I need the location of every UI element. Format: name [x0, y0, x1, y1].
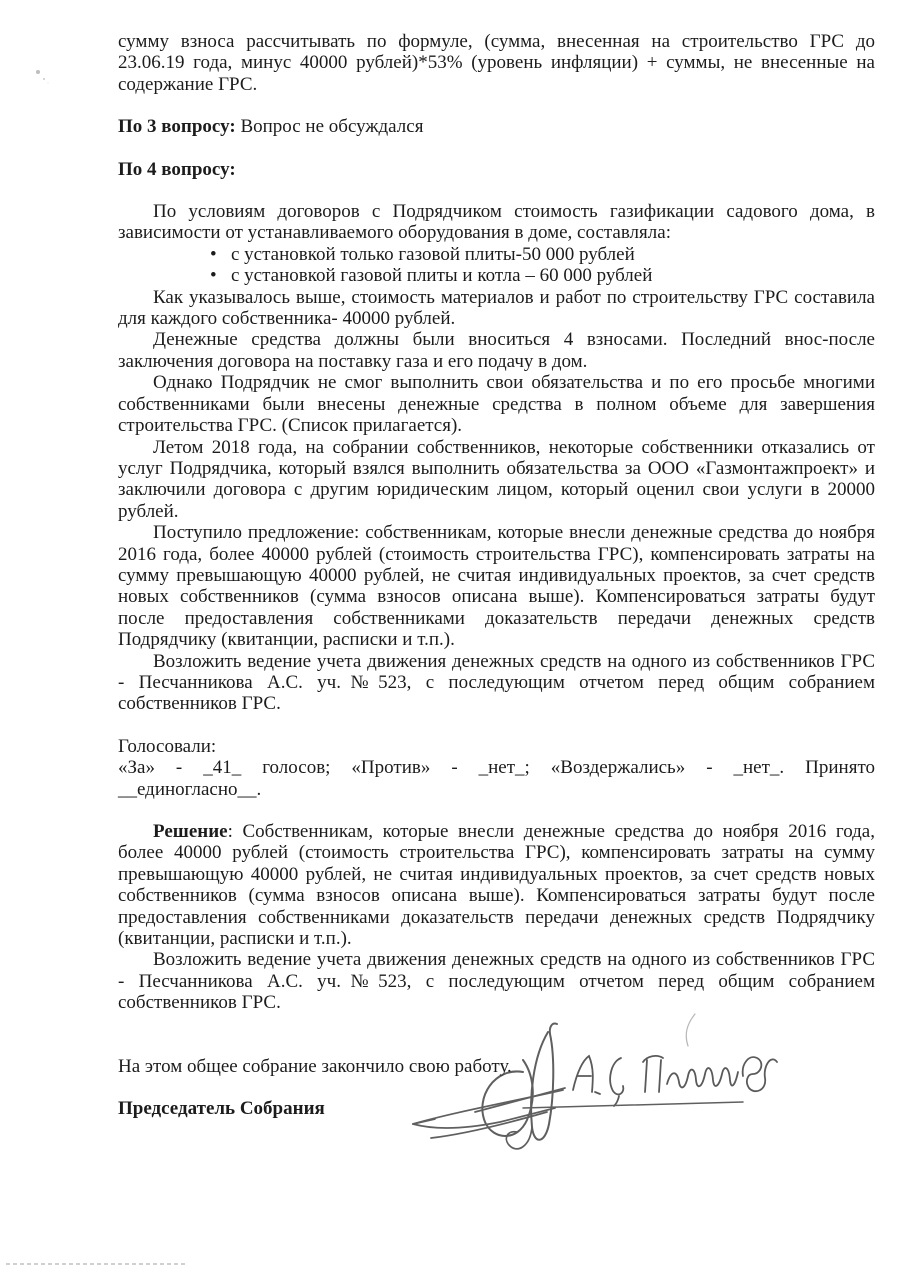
- q4-intro-paragraph: По условиям договоров с Подрядчиком стоимость газификации садового дома, в зависимости от устанавливаемого оборудования в доме, составляла:: [118, 201, 875, 244]
- accounting-paragraph-1: Возложить ведение учета движения денежных средств на одного из собственников ГРС - Песчанникова А.С. уч.№523, с последующим отчетом перед общим собранием собственников ГРС.: [118, 650, 875, 715]
- question3-line: [118, 116, 875, 137]
- question3-label: По 3 вопросу:: [118, 116, 236, 138]
- signature-drawing: [405, 1012, 805, 1182]
- closing-paragraph: На этом общее собрание закончило свою работу.: [118, 1055, 512, 1077]
- list-item-stove-and-boiler: • с установкой газовой плиты и котла – 60 000 рублей: [210, 265, 875, 286]
- question4-line: [118, 159, 875, 180]
- voting-header: Голосовали:: [118, 735, 217, 757]
- chairman-signature: [405, 1012, 805, 1182]
- chairman-label-text: Председатель Собрания: [118, 1098, 325, 1120]
- summer2018-paragraph: Летом 2018 года, на собрании собственников, некоторые собственники отказались от услуг Подрядчика, который взялся выполнить обязательства за ООО «Газмонтажпроект» и заключили договора с другим юридическим лицом, который оценил свои услуги в 20000 рублей.: [118, 436, 875, 522]
- question3-text: Вопрос не обсуждался: [235, 116, 424, 138]
- proposal-paragraph: Поступило предложение: собственникам, которые внесли денежные средства до ноября 2016 года, более 40000 рублей (стоимость строительства ГРС), компенсировать затраты на сумму превышающую 40000 рублей, не считая индивидуальных проектов, за счет средств новых собственников (сумма взносов описана выше). Компенсироваться затраты будут после предоставления собственниками доказательств передачи денежных средств Подрядчику (квитанции, расписки и т.п.).: [118, 522, 875, 651]
- scan-smudge-artifact: [36, 70, 40, 74]
- cost-paragraph: Как указывалось выше, стоимость материалов и работ по строительству ГРС составила для каждого собственника- 40000 рублей.: [118, 286, 875, 330]
- document-body: [118, 31, 875, 1119]
- decision-text: : Собственникам, которые внесли денежные средства до ноября 2016 года, более 40000 рублей (стоимость строительства ГРС), компенсировать затраты на сумму превышающую 40000 рублей, не считая индивидуальных проектов, за счет средств новых собственников (сумма взносов описана выше). Компенсироваться затраты будут после предоставления собственниками доказательств передачи денежных средств Подрядчику (квитанции, расписки и т.п.).: [118, 821, 875, 950]
- intro-paragraph: сумму взноса рассчитывать по формуле, (сумма, внесенная на строительство ГРС до 23.06.19 года, минус 40000 рублей)*53% (уровень инфляции) + суммы, не внесенные на содержание ГРС.: [118, 31, 875, 95]
- decision-paragraph: [118, 821, 875, 949]
- accounting-paragraph-2: Возложить ведение учета движения денежных средств на одного из собственников ГРС - Песчанникова А.С. уч.№523, с последующим отчетом перед общим собранием собственников ГРС.: [118, 949, 875, 1014]
- equipment-options-list: [118, 244, 875, 287]
- contractor-paragraph: Однако Подрядчик не смог выполнить свои обязательства и по его просьбе многими собственниками были внесены денежные средства в полном объеме для завершения строительства ГРС. (Список прилагается).: [118, 372, 875, 437]
- voting-results-line1: «За» - _41_ голосов; «Против» - _нет_; «Воздержались» - _нет_. Принято: [118, 757, 875, 779]
- decision-label: Решение: [153, 821, 228, 842]
- voting-results-line2: __единогласно__.: [118, 778, 262, 800]
- installments-paragraph: Денежные средства должны были вноситься 4 взносами. Последний внос-после заключения договора на поставку газа и его подачу в дом.: [118, 329, 875, 372]
- scan-edge-artifact: [6, 1263, 188, 1265]
- voting-results: [118, 757, 875, 800]
- list-item-gas-stove: • с установкой только газовой плиты-50 000 рублей: [210, 244, 875, 265]
- question4-label: По 4 вопросу:: [118, 158, 236, 180]
